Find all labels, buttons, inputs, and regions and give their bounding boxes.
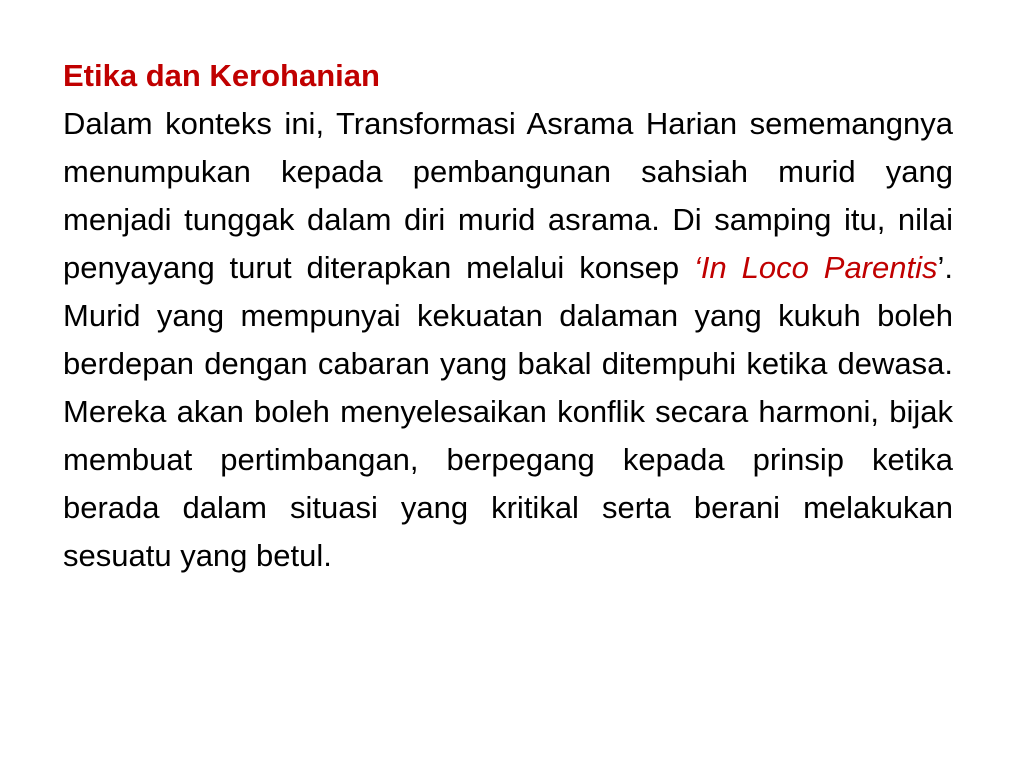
in-loco-parentis-term: ‘In Loco Parentis — [694, 250, 938, 285]
term-close-quote: ’ — [937, 250, 945, 285]
paragraph-text-after-term: . Murid yang mempunyai kekuatan dalaman yang kukuh boleh berdepan dengan cabaran yang bakal ditempuhi ketika dewasa. Mereka akan boleh menyelesaikan konflik secara harmoni, bijak membuat pertimbangan, berpegang kepada prinsip ketika berada dalam situasi yang kritikal serta berani melakukan sesuatu yang betul. — [63, 250, 953, 573]
slide-content — [63, 52, 953, 580]
slide-body-paragraph — [63, 100, 953, 580]
paragraph-text-before-term: Dalam konteks ini, Transformasi Asrama Harian sememangnya menumpukan kepada pembangunan sahsiah murid yang menjadi tunggak dalam diri murid asrama. Di samping itu, nilai penyayang turut diterapkan melalui konsep — [63, 106, 953, 285]
slide-heading: Etika dan Kerohanian — [63, 58, 380, 93]
